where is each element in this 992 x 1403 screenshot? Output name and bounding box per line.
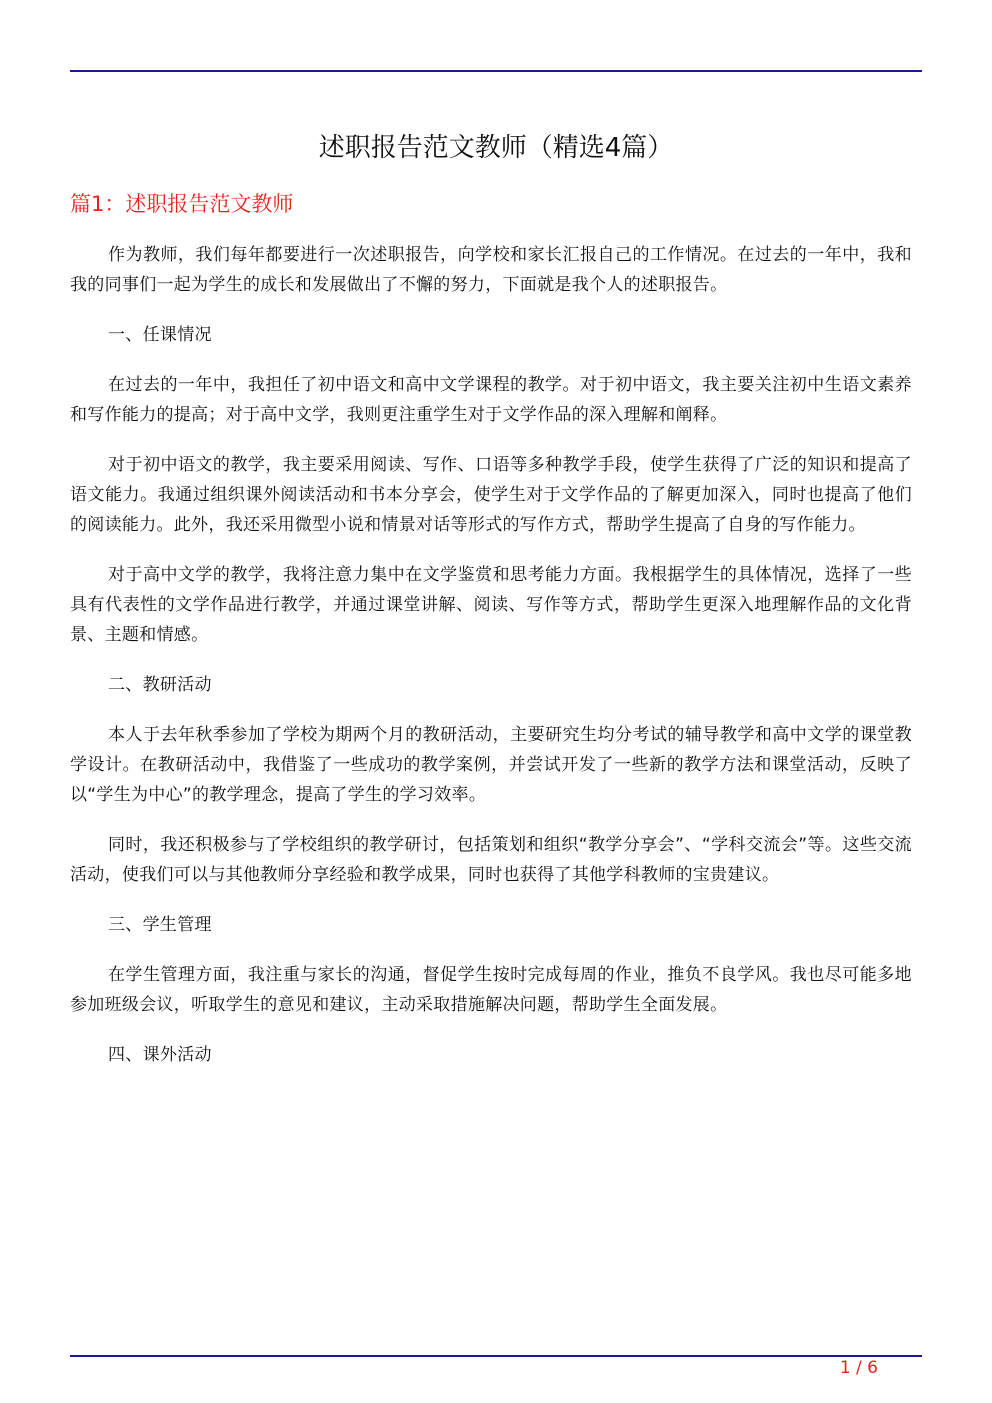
section-heading: 篇1：述职报告范文教师 — [70, 192, 294, 216]
paragraph-research-activity: 本人于去年秋季参加了学校为期两个月的教研活动，主要研究生均分考试的辅导教学和高中文学的课堂教学设计。在教研活动中，我借鉴了一些成功的教学案例，并尝试开发了一些新的教学方法和课堂活动，反映了以“学生为中心”的教学理念，提高了学生的学习效率。 — [70, 725, 912, 805]
sub-heading-student-management: 三、学生管理 — [108, 915, 212, 935]
document-body — [70, 240, 912, 1090]
top-rule — [70, 70, 922, 72]
paragraph-student-management: 在学生管理方面，我注重与家长的沟通，督促学生按时完成每周的作业，推负不良学风。我也尽可能多地参加班级会议，听取学生的意见和建议，主动采取措施解决问题，帮助学生全面发展。 — [70, 965, 912, 1015]
paragraph-junior-chinese: 对于初中语文的教学，我主要采用阅读、写作、口语等多种教学手段，使学生获得了广泛的知识和提高了语文能力。我通过组织课外阅读活动和书本分享会，使学生对于文学作品的了解更加深入，同时也提高了他们的阅读能力。此外，我还采用微型小说和情景对话等形式的写作方式，帮助学生提高了自身的写作能力。 — [70, 455, 912, 535]
sub-heading-research: 二、教研活动 — [108, 675, 212, 695]
bottom-rule — [70, 1355, 922, 1357]
intro-paragraph: 作为教师，我们每年都要进行一次述职报告，向学校和家长汇报自己的工作情况。在过去的一年中，我和我的同事们一起为学生的成长和发展做出了不懈的努力，下面就是我个人的述职报告。 — [70, 245, 912, 295]
sub-heading-extracurricular: 四、课外活动 — [108, 1045, 212, 1065]
sub-heading-teaching: 一、任课情况 — [108, 325, 212, 345]
paragraph-seminars: 同时，我还积极参与了学校组织的教学研讨，包括策划和组织“教学分享会”、“学科交流会”等。这些交流活动，使我们可以与其他教师分享经验和教学成果，同时也获得了其他学科教师的宝贵建议。 — [70, 835, 912, 885]
paragraph-teaching-overview: 在过去的一年中，我担任了初中语文和高中文学课程的教学。对于初中语文，我主要关注初中生语文素养和写作能力的提高；对于高中文学，我则更注重学生对于文学作品的深入理解和阐释。 — [70, 375, 912, 425]
page-number: 1 / 6 — [839, 1358, 878, 1378]
document-title: 述职报告范文教师（精选4篇） — [318, 133, 674, 163]
paragraph-senior-literature: 对于高中文学的教学，我将注意力集中在文学鉴赏和思考能力方面。我根据学生的具体情况，选择了一些具有代表性的文学作品进行教学，并通过课堂讲解、阅读、写作等方式，帮助学生更深入地理解作品的文化背景、主题和情感。 — [70, 565, 912, 645]
